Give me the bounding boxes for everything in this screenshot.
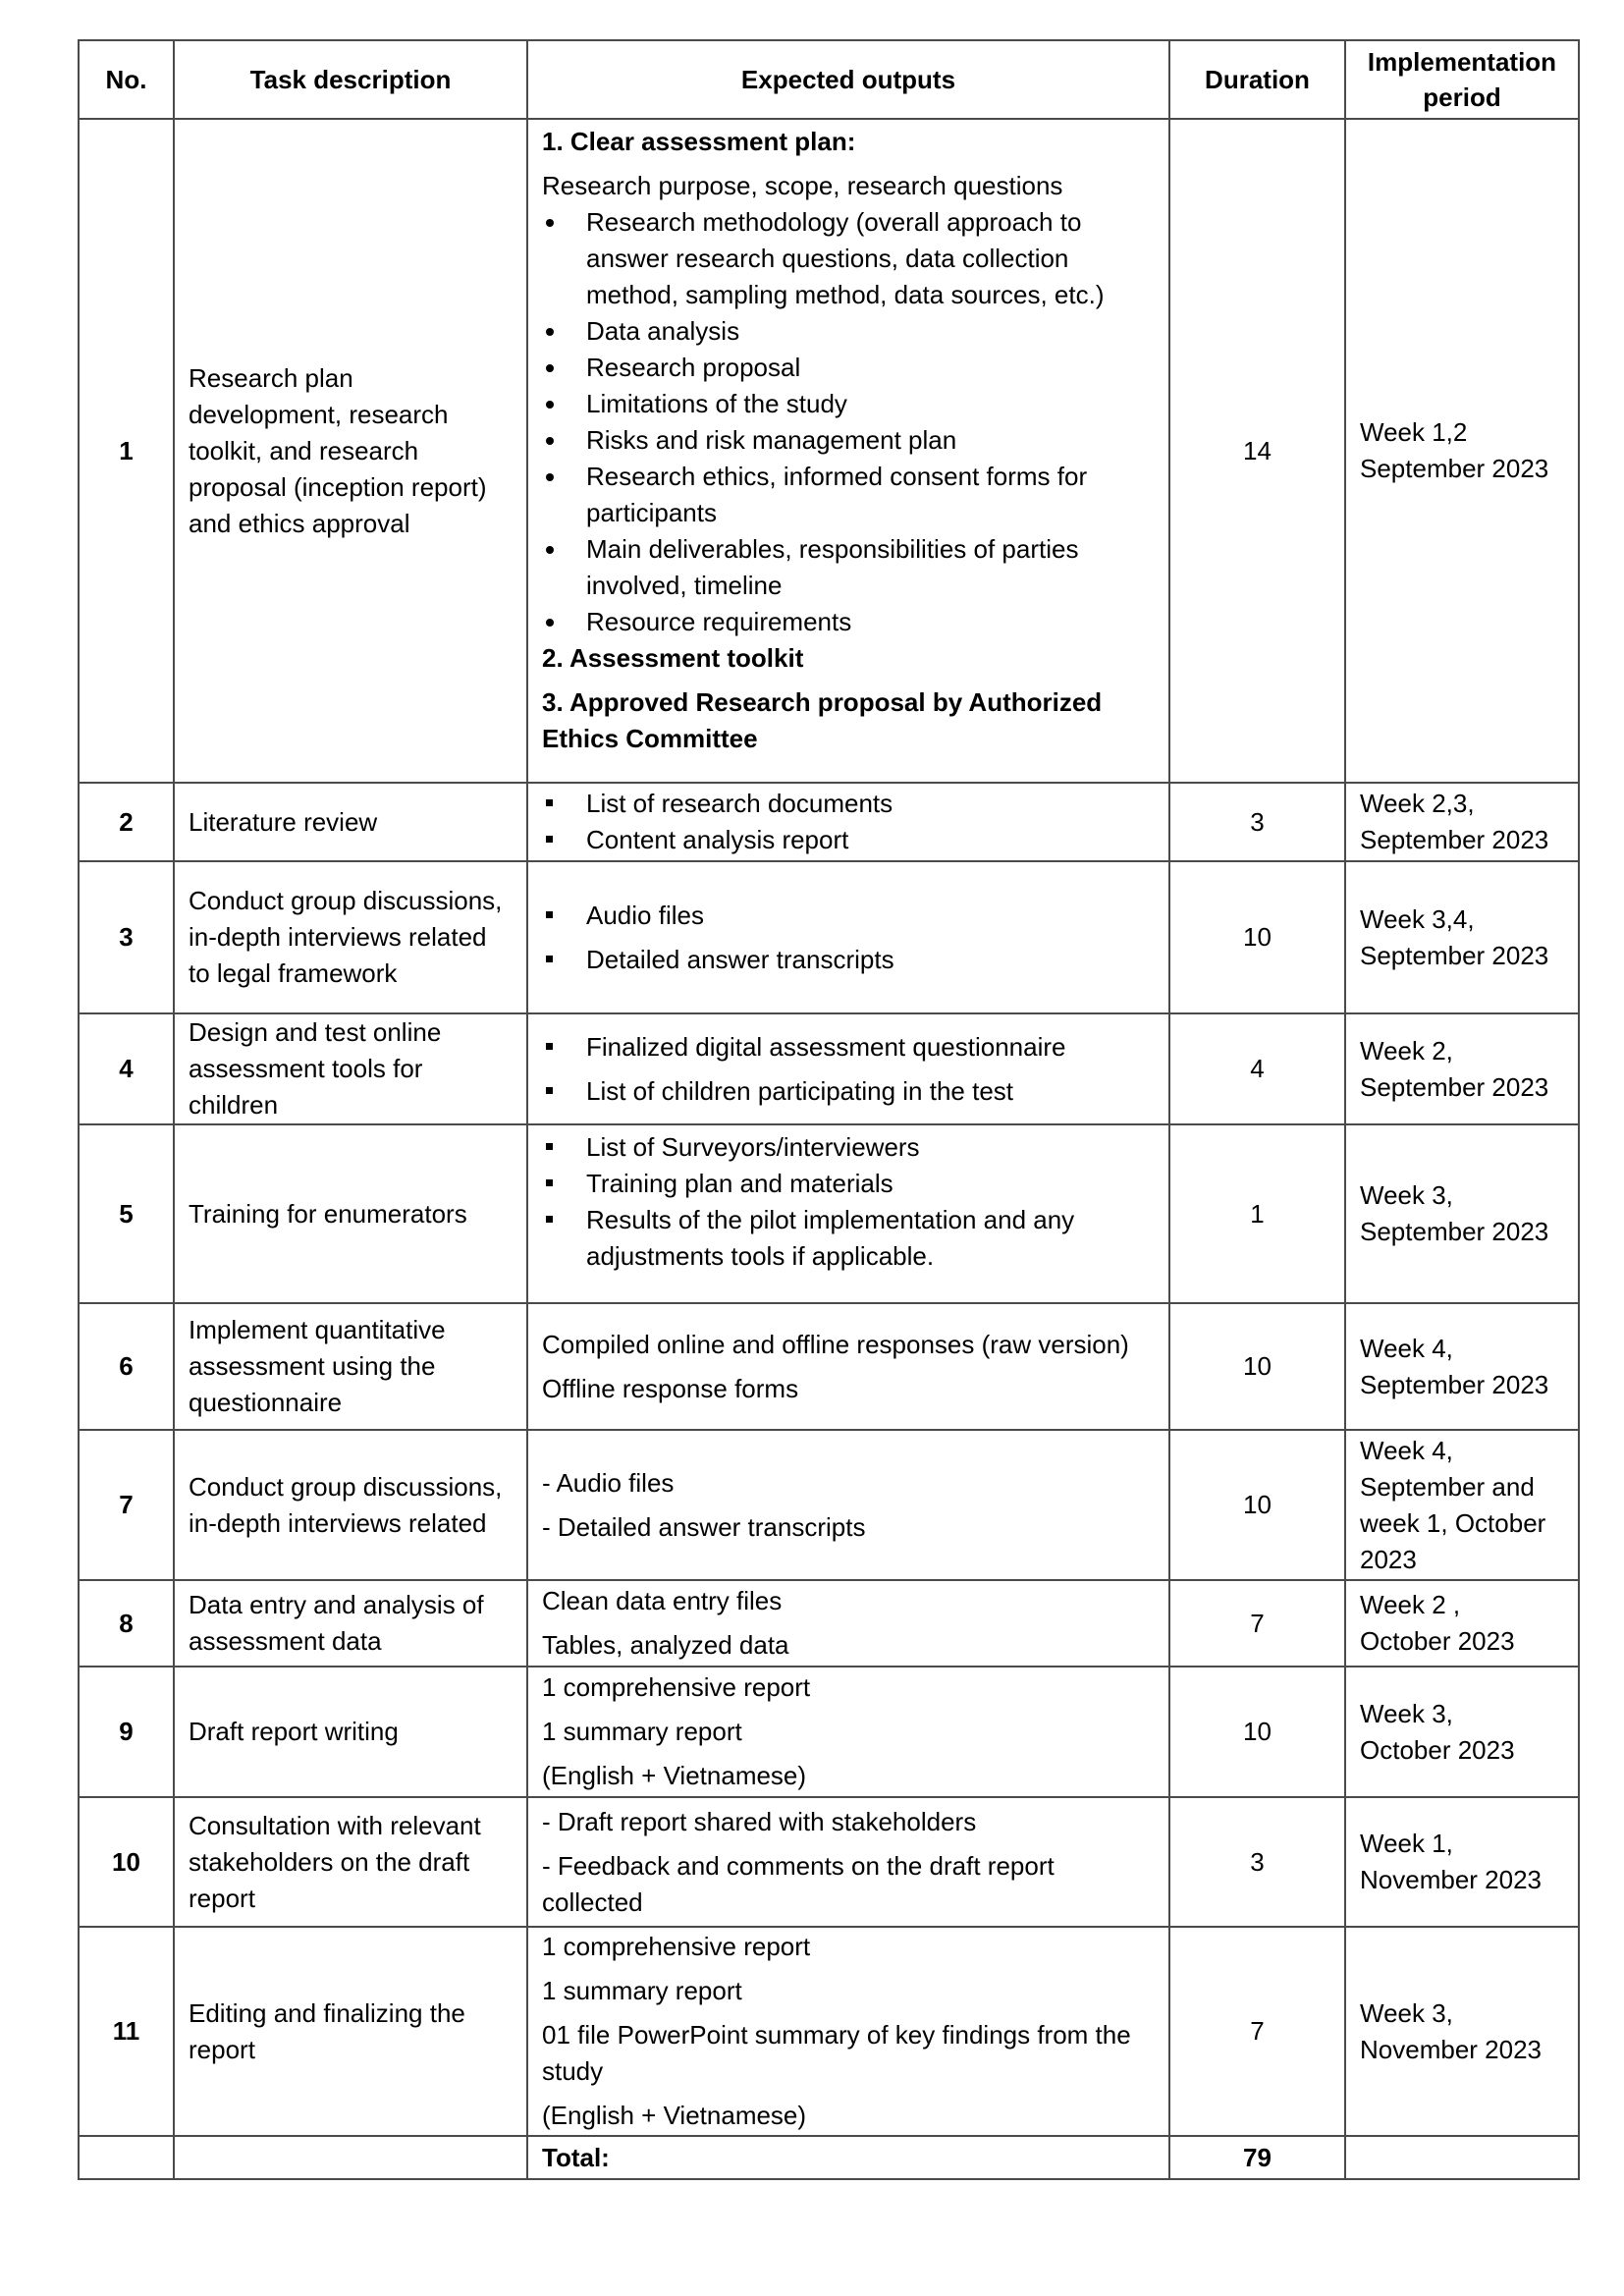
period-line: September and week 1, October 2023 xyxy=(1360,1471,1546,1574)
expected-outputs xyxy=(527,119,1169,783)
output-bullet: Results of the pilot implementation and any adjustments tools if applicable. xyxy=(542,1202,1155,1275)
period-line: Week 2 , xyxy=(1360,1590,1461,1619)
duration-value: 7 xyxy=(1169,1927,1345,2136)
table-row xyxy=(79,1580,1579,1667)
total-empty-cell xyxy=(174,2136,527,2179)
task-description: Research plan development, research toolkit, and research proposal (inception report) and ethics approval xyxy=(174,119,527,783)
implementation-period xyxy=(1345,1667,1579,1797)
expected-outputs xyxy=(527,861,1169,1013)
output-bullet: Resource requirements xyxy=(542,604,1155,640)
output-line: - Audio files xyxy=(542,1467,675,1498)
period-line: September 2023 xyxy=(1360,1071,1549,1102)
duration-value: 1 xyxy=(1169,1124,1345,1303)
output-bullet: List of children participating in the test xyxy=(542,1073,1155,1110)
output-heading: 2. Assessment toolkit xyxy=(542,643,804,673)
expected-outputs xyxy=(527,1797,1169,1927)
period-line: Week 2, xyxy=(1360,1035,1453,1066)
implementation-period xyxy=(1345,1303,1579,1430)
output-heading: 1. Clear assessment plan: xyxy=(542,127,856,156)
output-heading: 3. Approved Research proposal by Authorized Ethics Committee xyxy=(542,687,1103,753)
output-line: (English + Vietnamese) xyxy=(542,1761,807,1790)
output-bullet: Risks and risk management plan xyxy=(542,422,1155,459)
duration-value: 10 xyxy=(1169,1303,1345,1430)
output-line: 1 comprehensive report xyxy=(542,1672,811,1702)
row-number: 9 xyxy=(79,1667,174,1797)
implementation-period xyxy=(1345,861,1579,1013)
task-description: Conduct group discussions, in-depth interviews related xyxy=(174,1430,527,1580)
expected-outputs xyxy=(527,1013,1169,1124)
row-number: 7 xyxy=(79,1430,174,1580)
row-number: 4 xyxy=(79,1013,174,1124)
table-row xyxy=(79,1124,1579,1303)
output-line: 1 summary report xyxy=(542,1976,742,2005)
task-description: Editing and finalizing the report xyxy=(174,1927,527,2136)
task-description: Training for enumerators xyxy=(174,1124,527,1303)
implementation-period xyxy=(1345,1124,1579,1303)
task-description: Consultation with relevant stakeholders on the draft report xyxy=(174,1797,527,1927)
period-line: Week 1, xyxy=(1360,1829,1453,1858)
period-line: Week 3, xyxy=(1360,1997,1453,2028)
table-row xyxy=(79,1430,1579,1580)
total-label: Total: xyxy=(527,2136,1169,2179)
period-line: September 2023 xyxy=(1360,1217,1549,1246)
output-bullet-list xyxy=(542,204,1155,640)
implementation-period xyxy=(1345,1430,1579,1580)
duration-value: 3 xyxy=(1169,783,1345,861)
output-line: Tables, analyzed data xyxy=(542,1630,789,1660)
row-number: 8 xyxy=(79,1580,174,1667)
expected-outputs xyxy=(527,1430,1169,1580)
period-line: September 2023 xyxy=(1360,940,1549,970)
period-line: September 2023 xyxy=(1360,1369,1549,1399)
implementation-period xyxy=(1345,1013,1579,1124)
output-line: - Detailed answer transcripts xyxy=(542,1511,866,1542)
implementation-period xyxy=(1345,1927,1579,2136)
row-number: 6 xyxy=(79,1303,174,1430)
duration-value: 10 xyxy=(1169,1430,1345,1580)
output-bullet: Main deliverables, responsibilities of parties involved, timeline xyxy=(542,531,1155,604)
total-empty-cell xyxy=(1345,2136,1579,2179)
table-row xyxy=(79,1927,1579,2136)
table-row xyxy=(79,1013,1579,1124)
output-bullet: Data analysis xyxy=(542,313,1155,350)
expected-outputs xyxy=(527,783,1169,861)
output-line: Offline response forms xyxy=(542,1373,799,1403)
implementation-period xyxy=(1345,783,1579,861)
output-bullet: Limitations of the study xyxy=(542,386,1155,422)
table-row xyxy=(79,119,1579,783)
expected-outputs xyxy=(527,1124,1169,1303)
header-duration: Duration xyxy=(1169,40,1345,119)
duration-value: 10 xyxy=(1169,1667,1345,1797)
expected-outputs xyxy=(527,1580,1169,1667)
task-description: Data entry and analysis of assessment data xyxy=(174,1580,527,1667)
output-bullet: List of research documents xyxy=(542,786,1155,822)
output-bullet: Research proposal xyxy=(542,350,1155,386)
output-bullet-list xyxy=(542,1129,1155,1275)
row-number: 5 xyxy=(79,1124,174,1303)
period-line: Week 3, xyxy=(1360,1698,1453,1728)
output-line: 1 summary report xyxy=(542,1717,742,1746)
period-line: September 2023 xyxy=(1360,454,1549,483)
table-row xyxy=(79,1667,1579,1797)
duration-value: 14 xyxy=(1169,119,1345,783)
row-number: 2 xyxy=(79,783,174,861)
output-bullet-list xyxy=(542,1029,1155,1110)
table-header-row xyxy=(79,40,1579,119)
implementation-period xyxy=(1345,119,1579,783)
row-number: 1 xyxy=(79,119,174,783)
header-expected-outputs: Expected outputs xyxy=(527,40,1169,119)
output-bullet: Finalized digital assessment questionnaire xyxy=(542,1029,1155,1066)
task-description: Implement quantitative assessment using the questionnaire xyxy=(174,1303,527,1430)
period-line: Week 1,2 xyxy=(1360,417,1468,447)
period-line: Week 4, xyxy=(1360,1333,1453,1363)
output-bullet: Content analysis report xyxy=(542,822,1155,858)
duration-value: 4 xyxy=(1169,1013,1345,1124)
period-line: September 2023 xyxy=(1360,825,1549,854)
output-line: 1 comprehensive report xyxy=(542,1932,811,1961)
output-intro: Research purpose, scope, research questions xyxy=(542,171,1063,200)
implementation-plan-table xyxy=(78,39,1580,2180)
table-row xyxy=(79,861,1579,1013)
period-line: October 2023 xyxy=(1360,1626,1515,1656)
table-row xyxy=(79,1797,1579,1927)
table-row xyxy=(79,783,1579,861)
table-row xyxy=(79,1303,1579,1430)
duration-value: 10 xyxy=(1169,861,1345,1013)
expected-outputs xyxy=(527,1927,1169,2136)
output-line: - Draft report shared with stakeholders xyxy=(542,1806,977,1836)
output-line: Clean data entry files xyxy=(542,1586,783,1615)
duration-value: 3 xyxy=(1169,1797,1345,1927)
period-line: Week 3,4, xyxy=(1360,903,1475,934)
task-description: Conduct group discussions, in-depth interviews related to legal framework xyxy=(174,861,527,1013)
total-row xyxy=(79,2136,1579,2179)
header-implementation-period: Implementation period xyxy=(1345,40,1579,119)
expected-outputs xyxy=(527,1303,1169,1430)
period-line: Week 4, xyxy=(1360,1435,1453,1465)
period-line: November 2023 xyxy=(1360,2034,1542,2064)
task-description: Design and test online assessment tools for children xyxy=(174,1013,527,1124)
period-line: Week 3, xyxy=(1360,1180,1453,1210)
output-bullet-list xyxy=(542,898,1155,978)
row-number: 3 xyxy=(79,861,174,1013)
total-duration: 79 xyxy=(1169,2136,1345,2179)
output-line: - Feedback and comments on the draft report collected xyxy=(542,1850,1055,1917)
header-task-description: Task description xyxy=(174,40,527,119)
implementation-period xyxy=(1345,1797,1579,1927)
output-bullet: Research ethics, informed consent forms for participants xyxy=(542,459,1155,531)
output-bullet: Audio files xyxy=(542,898,1155,934)
output-bullet: Detailed answer transcripts xyxy=(542,942,1155,978)
output-bullet-list xyxy=(542,786,1155,858)
output-line: Compiled online and offline responses (raw version) xyxy=(542,1329,1129,1359)
implementation-period xyxy=(1345,1580,1579,1667)
total-empty-cell xyxy=(79,2136,174,2179)
task-description: Literature review xyxy=(174,783,527,861)
period-line: November 2023 xyxy=(1360,1865,1542,1894)
task-description: Draft report writing xyxy=(174,1667,527,1797)
output-line: (English + Vietnamese) xyxy=(542,2101,807,2130)
period-line: October 2023 xyxy=(1360,1734,1515,1765)
output-bullet: Research methodology (overall approach to answer research questions, data collection method, sampling method, data sources, etc.) xyxy=(542,204,1155,313)
row-number: 10 xyxy=(79,1797,174,1927)
row-number: 11 xyxy=(79,1927,174,2136)
duration-value: 7 xyxy=(1169,1580,1345,1667)
output-bullet: Training plan and materials xyxy=(542,1166,1155,1202)
output-bullet: List of Surveyors/interviewers xyxy=(542,1129,1155,1166)
header-no: No. xyxy=(79,40,174,119)
period-line: Week 2,3, xyxy=(1360,789,1475,818)
expected-outputs xyxy=(527,1667,1169,1797)
output-line: 01 file PowerPoint summary of key findings from the study xyxy=(542,2020,1131,2086)
